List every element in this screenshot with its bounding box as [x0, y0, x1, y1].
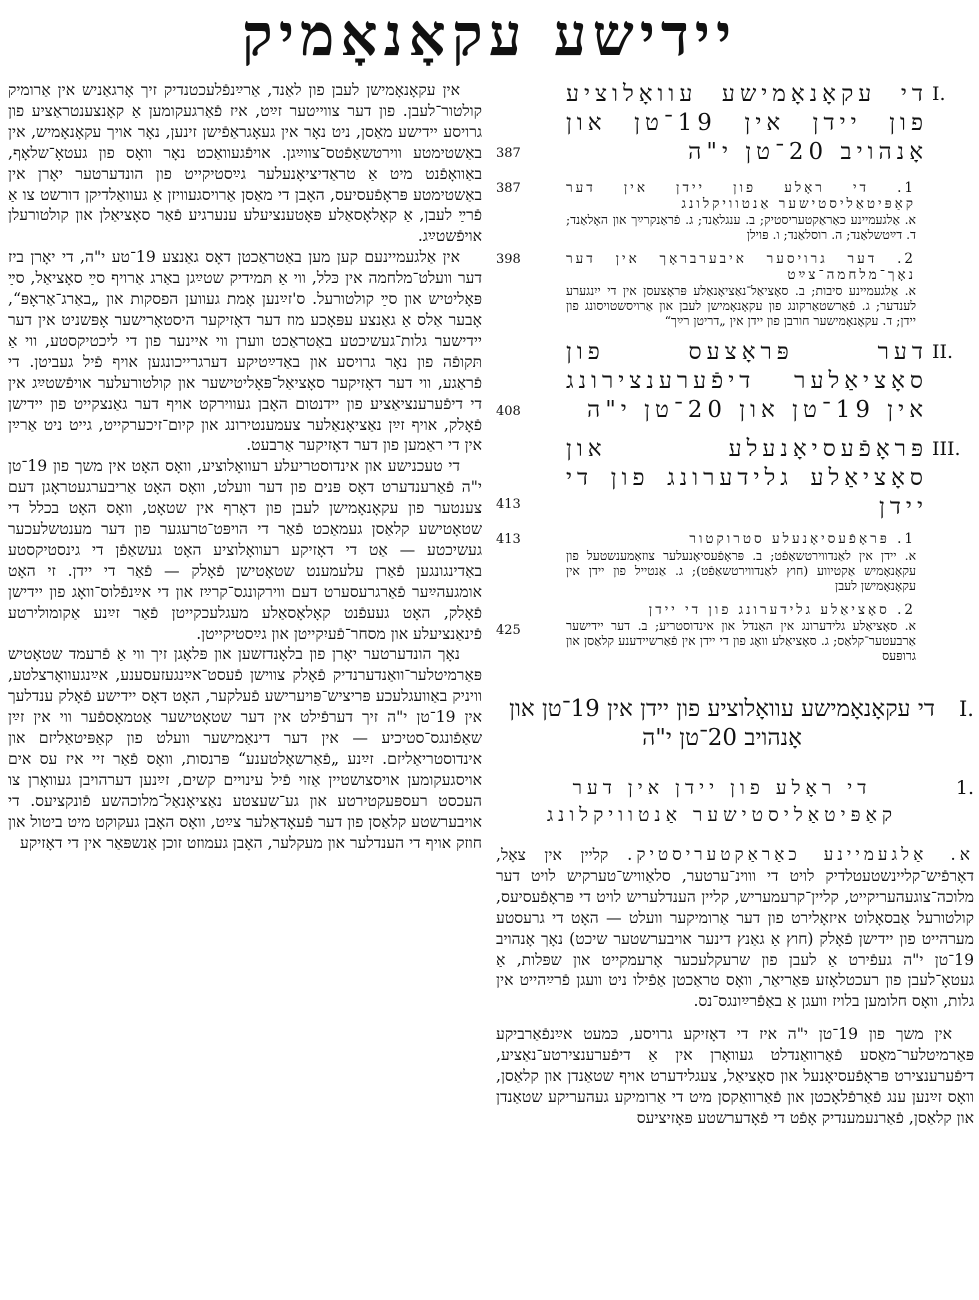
toc-section [496, 338, 974, 425]
toc-section-title: פּראָפֿעסיאָנעלע און סאָציאַלע גלידערונג פון די יידן [566, 436, 928, 520]
toc-sub-number: 1. [897, 180, 916, 196]
chapter-subheading [496, 775, 974, 829]
toc-subsection [496, 531, 916, 593]
body-paragraph: אין משך פון 19־טן י"ה איז די דאָזיקע גרויסע, כּמעט אײַנפֿאַרביקע פּאַרמיטלער־מאַסע פֿאַרוואַנדלט געוואָרן אין אַ דיפֿערענצירטע־נאַציע, דיפֿערענצירט פּראָפֿעסיאָנעל און סאָציאַל, צעגלידערט אויף שטאַנדן און קלאַסן, וואָס זײַנען ענג פֿאַרפֿלאָכטן און פֿאַרוואַקסן מיט די אַרומיקע געהעריקע שטאַנדן און קלאַסן, פֿאַרנעמענדיק אָפֿט די פֿאָדערשטע פּאָזיציעס [496, 1025, 974, 1127]
toc-subsection [496, 251, 916, 328]
toc-section [496, 435, 974, 663]
toc-page-number: 413 [496, 497, 521, 512]
toc-page-number: 387 [496, 146, 521, 161]
subheading-text: די ראָלע פון יידן אין דער קאַפּיטאַליסטישער אַנטוויקלונג [546, 777, 898, 826]
toc-sub-title: פּראָפֿעסיאָנעלע סטרוקטור [689, 531, 890, 547]
right-column [496, 80, 974, 1300]
body-paragraph: די טעכנישע און אינדוסטריעלע רעוואָלוציע, וואָס האָט אין משך פון 19־טן י"ה פֿאַרענדערט דאָס פּנים פון דער וועלט, וואָס האָט אַריבערגעטראָגן דעם צענטער פון עקאָנאָמישן לעבן פון דאָרף אין שטאָט, וואָס האָט בכלל די שטאָטישע קלאַסן געמאַכט פֿאַר די הויפּט־טרעגער פון דער מענטשלעכער געשיכטע — אַט די דאָזיקע רעוואָלוציע האָט געשאַפֿן די גינסטיקסטע באַדינגונגען פֿאַרן עלעמענט שטאָטישן פֿאָלק — פֿאַר די יידן. זי האָט אומגעהײַער פֿאַרגרעסערט דעם ווירקונגס־קרײַז און די אײַנפֿלוס־וואָג פון יידישן פֿאָלק, האָט געעפֿנט קאָלאָסאַלע מעגלעכקייטן פֿאַר זײַנע אַקומולירטע פֿינאַנציעלע און מסחר־פֿעיִקייטן און גײַסטיקייטן. [8, 457, 482, 643]
body-paragraph: נאָך הונדערטער יאָרן פון בלאָנדזשען און פּלאָגן זיך ווי אַ פֿרעמד שטאָטיש פּאַרמיטלער־וואַנדערנדיק פֿאָלק צווישן פֿעסט־אײַנגעזעסענע, אײַנגעוואָרצלטע, וויניק באַוועגלעכע פּריציש־פּויערישע פֿעלקער, האָט דאָס יידישע פֿאָלק ענדלעך אין 19־טן י"ה זיך דערפֿילט אין דער שטאָטישער אַטמאָספֿער ווי אין זײַן שאַפֿונגס־סטיכיע — אין דער דינאַמישער וועלט פון קאַפּיטאַליזם און אינדוסטריאַליזם. זײַנע „פֿאַרשאָלטענע“ פּרנסות, וואָס פֿאַר זיי איז עס אים אויסגעקומען אויסצושטיין אַזוי פֿיל עינויים קשים, זײַנען דערהויבן געוואָרן צו העכסט רעספּעקטירטע און גע־שעצטע נאַציאָנאַל־מלוכהשע פֿונקציעס. די אויבערשטע קלאַסן פון דער פֿעאָדאַלער צײַט, וואָס האָבן געקוקט מיט ביטול און חוזק אויף די הענדלער און מעקלער, האָבן געמוזט זוכן אַנשפּאַר אין די דאָזיקע [8, 645, 482, 852]
toc-sub-title: סאָציאַלע גלידערונג פון די יידן [648, 601, 890, 618]
toc-page-number: 387 [496, 181, 521, 196]
chapter-body [496, 845, 974, 1129]
toc-sub-items: א. יידן אין לאַנדווירטשאַפֿט; ב. פּראָפֿעסיאָנעלער צוזאַמענשטעל פון עקאָנאָמיש אַקטיווע (חוץ לאַנדווירטשאַפֿט); ג. אַנטייל פון יידן אין עקאָנאָמישן לעבן [566, 547, 916, 593]
toc-page-number: 408 [496, 404, 521, 419]
page-title: יידישע עקאָנאָמיק [241, 1, 738, 69]
toc-sub-items: א. אַלגעמיינע כאַראַקטעריסטיק; ב. ענגלאַנד; ג. פֿראַנקרײַך און האָלאַנד; ד. דײַטשלאַנד; ה. רוסלאַנד; ו. פּוילן [566, 212, 916, 242]
toc-subsection [496, 601, 916, 664]
toc-roman-numeral: II. [932, 341, 954, 363]
toc-page-number: 398 [496, 252, 521, 267]
body-paragraph: אין אַלגעמיינעם קען מען באַטראַכטן דאָס גאַנצע 19־טע י"ה, די יאָרן ביז דער וועלט־מלחמה אין כּלל, ווי אַ תּמידיק שטײַגן באַרג אַרויף סײַ סאָציאַל, סײַ פּאָליטיש און סײַ קולטורעל. ס'זײַנען אָמת געווען הפסקות און „באַרג־אַראָפּ“, אָבער אַלס אַ גאַנצע עפּאָכע מוז דער דאָזיקער היסטאָרישער אָפּשניט אין דער יידישער גלות־געשיכטע באַטראַכט ווערן ווי איינער פון די ליכטיקסטע, ווי אַ תּקופֿה פון נאָר גרויסע און באַדײַטיקע דערגרייכונגען אויף פֿיל געביטן. די פֿראַגע, ווי דער דאָזיקער סאָציאַל־פּאָליטישער און קולטורעלער אויפֿשטײַג אין די דיפֿערענציאַציע פון יידנטום האָבן געווירקט אויף דער גאַנצקייט פון יידישן פֿאָלק, אויף זײַן נאַציאָנאַלער צעמענטירונג און קיום־זיכערקייט, גייט ניט אַרײַן אין די ראַמען פון דער דאָזיקער אַרבעט. [8, 248, 482, 455]
subheading-number: 1. [955, 777, 974, 799]
chapter-start [496, 695, 974, 1129]
toc-subsection [496, 180, 916, 242]
body-paragraph [496, 845, 974, 1012]
toc-sub-items: א. אַלגעמיינע סיבות; ב. סאָציאַל־נאַציאָנאַלע פּראָצעסן אין די ייִנגערע לענדער; ג. פֿאַרשטאַרקונג פון עקאָנאָמישן לעבן און אַרויסשטויסונג פון יידן; ד. עקאָנאָמישער חורבן פון יידן אין „דריטן רײַך“ [566, 283, 916, 328]
toc-section-title: דער פּראָצעס פון סאָציאַלער דיפֿערענצירונג אין 19־טן און 20־טן י"ה [566, 339, 928, 423]
toc-section [496, 80, 974, 328]
chapter-heading [496, 695, 974, 753]
toc-roman-numeral: III. [932, 438, 961, 460]
paragraph-lead: א. אַלגעמיינע כאַראַקטעריסטיק. [626, 845, 974, 865]
chapter-roman-numeral: I. [959, 697, 974, 721]
toc-section-title: די עקאָנאָמישע עוואָלוציע פון יידן אין 19־טן און אָנהויב 20־טן י"ה [566, 81, 928, 165]
toc-roman-numeral: I. [932, 83, 946, 105]
paragraph-text: קליין אין צאָל, דאָרפֿיש־קליינשטעטלדיק לויט די ווױנ־ערטער, סלאַוויש־טערקיש לויט דער מלוכה־צוגעהעריקייט, קליין־קרעמעריש, קליין הענדלעריש לויט די פּראָפֿעסיעס, קולטורעל אַבסאָלוט איזאָלירט פון דער אַרומיקער וועלט — האָט די גרעסטע מערהייט פון יידישן פֿאָלק (חוץ אַ גאַנץ דינער אויבערשטער שיכט) נאָך אָנהויב 19־טן י"ה געפֿירט אַ לעבן פון שרעקלעכער אָרעמקייט און שפּלות, אַ געטאָ־לעבן פון רעכטלאָזע פּאַריאַר, וואָס טראַכטן אַפֿילו ניט וועגן פֿרײַהייט אין גלות, וואָס חלומען בלויז וועגן אַ באַפֿרײַונגס־נס. [496, 846, 974, 1011]
toc-page-number: 425 [496, 622, 521, 638]
toc-page-number: 413 [496, 532, 521, 547]
toc-sub-number: 1. [897, 531, 916, 547]
left-text-column [8, 80, 482, 1300]
toc-sub-number: 2. [897, 251, 916, 267]
chapter-heading-text: די עקאָנאָמישע עוואָלוציע פון יידן אין 19־טן און אָנהויב 20־טן י"ה [509, 696, 935, 751]
toc-sub-items: א. סאָציאַלע גלידערונג אין האַנדל און אינדוסטריע; ב. דער יידישער אַרבעטער־קלאַס; ג. סאָציאַלע וואָג פון די יידן אין פֿאַרשיידענע קלאַסן און גרופּעס [566, 618, 916, 663]
toc-sub-number: 2. [897, 601, 916, 618]
toc-sub-title: די ראָלע פון יידן אין דער קאַפּיטאַליסטישער אַנטוויקלונג [566, 180, 916, 212]
body-paragraph: אין עקאָנאָמישן לעבן פון לאַנד, אַרײַנפֿלעכטנדיק זיך אָרגאַניש אין אַרומיק קולטור־לעבן. פון דער צווייטער זײַט, איז פֿאַרגעקומען אַ קאָנצענטראַציע פון גרויסע יידישע מאַסן, ניט נאָר אין געאָגראַפֿישן זינען, נאָר אויך עקאָנאָמיש, אין באַשטימטע ווירטשאַפֿטס־צווײַגן. אויפֿגעוואַכט נאָר וואָס פון געטאָ־שלאָף, באַוואָפֿנט מיט אַ טראַדיציאָנעלער גײַסטיקייט פון הונדערטער יאָרן אין באַשטימטע פּראָפֿעסיעס, האָבן די מאַסן אַרויסגעוויזן אַ געוואַלדיקן דורשט צו אַ פֿרײַ לעבן, אַ קאָלאָסאַלע פּאָטענציעלע ענערגיע פֿאַר סאָציאַלן און קולטורעלן אויפֿשטײַג. [8, 81, 482, 246]
toc-sub-title: דער גרויסער איבערבראָך אין דער נאָך־מלחמה־צײַט [566, 251, 916, 283]
